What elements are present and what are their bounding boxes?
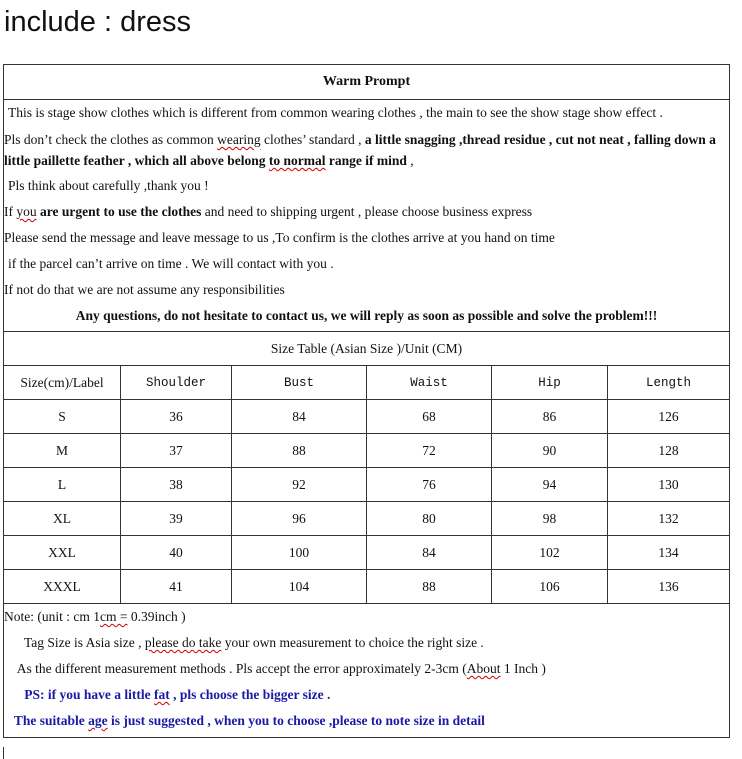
size-header-shoulder: Shoulder	[121, 366, 232, 400]
prompt-line-5: Please send the message and leave message to us ,To confirm is the clothes arrive at you hand on time	[4, 230, 555, 245]
prompt-line-4-text-a: If	[4, 204, 17, 219]
prompt-line-1: This is stage show clothes which is different from common wearing clothes , the main to see the show stage show effect .	[8, 105, 663, 120]
waist-value: 72	[367, 434, 492, 468]
size-label: S	[4, 400, 121, 434]
note-line-5	[4, 708, 729, 737]
size-header-bust: Bust	[232, 366, 367, 400]
note-4-text-a: PS: if you have a little	[4, 687, 154, 702]
waist-value: 84	[367, 536, 492, 570]
warm-prompt-body	[4, 100, 730, 332]
prompt-line-2-text-c: clothes’ standard ,	[260, 132, 365, 147]
hip-value: 86	[492, 400, 608, 434]
page-header: include : dress	[4, 6, 191, 38]
bust-value: 84	[232, 400, 367, 434]
length-value: 128	[608, 434, 730, 468]
note-5-text-c: is just suggested , when you to choose ,please to note size in detail	[107, 713, 485, 728]
length-value: 130	[608, 468, 730, 502]
bust-value: 96	[232, 502, 367, 536]
waist-value: 68	[367, 400, 492, 434]
note-4-text-b: fat	[154, 687, 170, 702]
note-1-text-a: Note: (unit : cm 1	[4, 609, 100, 624]
size-label: XXL	[4, 536, 121, 570]
border-continuation	[3, 747, 4, 759]
bust-value: 104	[232, 570, 367, 604]
note-3-text-c: 1 Inch )	[500, 661, 546, 676]
note-2-text-c: your own measurement to choice the right size .	[221, 635, 484, 650]
prompt-line-4-text-b: you	[16, 204, 37, 219]
shoulder-value: 37	[121, 434, 232, 468]
prompt-line-8: Any questions, do not hesitate to contact us, we will reply as soon as possible and solve the problem!!!	[75, 308, 658, 323]
prompt-line-2-bold-c: range if mind	[325, 153, 407, 168]
warm-prompt-sheet	[3, 64, 729, 738]
prompt-line-2-text-b: wearing	[217, 132, 261, 147]
note-line-4	[4, 682, 729, 708]
shoulder-value: 40	[121, 536, 232, 570]
bust-value: 88	[232, 434, 367, 468]
note-2-text-a: Tag Size is Asia size ,	[4, 635, 145, 650]
size-label: XL	[4, 502, 121, 536]
prompt-line-7: If not do that we are not assume any responsibilities	[4, 282, 285, 297]
shoulder-value: 39	[121, 502, 232, 536]
size-label: L	[4, 468, 121, 502]
size-header-length: Length	[608, 366, 730, 400]
notes-section	[4, 604, 730, 738]
table-row	[4, 536, 730, 570]
prompt-line-2-bold-b: to normal	[268, 153, 326, 168]
note-4-text-c: , pls choose the bigger size .	[169, 687, 331, 702]
waist-value: 80	[367, 502, 492, 536]
note-line-3	[4, 656, 729, 682]
hip-value: 90	[492, 434, 608, 468]
size-header-hip: Hip	[492, 366, 608, 400]
size-header-waist: Waist	[367, 366, 492, 400]
warm-prompt-title: Warm Prompt	[4, 65, 730, 100]
table-row	[4, 434, 730, 468]
length-value: 136	[608, 570, 730, 604]
table-row	[4, 502, 730, 536]
hip-value: 94	[492, 468, 608, 502]
shoulder-value: 41	[121, 570, 232, 604]
note-2-text-b: please do take	[144, 635, 222, 650]
note-3-text-b: About	[466, 661, 501, 676]
hip-value: 102	[492, 536, 608, 570]
prompt-line-2-text-a: Pls don’t check the clothes as common	[4, 132, 218, 147]
waist-value: 88	[367, 570, 492, 604]
note-1-text-c: 0.39inch )	[127, 609, 186, 624]
length-value: 134	[608, 536, 730, 570]
shoulder-value: 36	[121, 400, 232, 434]
length-value: 132	[608, 502, 730, 536]
size-table-header-row	[4, 366, 730, 400]
note-5-text-b: age	[88, 713, 108, 728]
shoulder-value: 38	[121, 468, 232, 502]
table-row	[4, 468, 730, 502]
size-header-label: Size(cm)/Label	[4, 366, 121, 400]
prompt-line-2	[4, 126, 729, 173]
note-line-2	[4, 630, 729, 656]
note-line-1	[4, 604, 729, 630]
note-1-text-b: cm =	[99, 609, 128, 624]
bust-value: 92	[232, 468, 367, 502]
waist-value: 76	[367, 468, 492, 502]
prompt-line-2-end: ,	[406, 153, 414, 168]
prompt-line-6: if the parcel can’t arrive on time . We will contact with you .	[8, 256, 334, 271]
prompt-line-3: Pls think about carefully ,thank you !	[8, 178, 209, 193]
size-label: XXXL	[4, 570, 121, 604]
prompt-line-4-bold: are urgent to use the clothes	[36, 204, 202, 219]
info-table	[3, 64, 730, 738]
prompt-line-4	[4, 199, 729, 225]
bust-value: 100	[232, 536, 367, 570]
prompt-line-2-bold-a: a little snagging ,thread residue , cut not neat , falling down a little paillette feather , which all above belong	[4, 132, 716, 168]
table-row	[4, 570, 730, 604]
hip-value: 98	[492, 502, 608, 536]
note-5-text-a: The suitable	[4, 713, 89, 728]
table-row	[4, 400, 730, 434]
length-value: 126	[608, 400, 730, 434]
size-label: M	[4, 434, 121, 468]
hip-value: 106	[492, 570, 608, 604]
size-table-title: Size Table (Asian Size )/Unit (CM)	[4, 332, 730, 366]
prompt-line-4-text-c: and need to shipping urgent , please choose business express	[201, 204, 533, 219]
note-3-text-a: As the different measurement methods . Pls accept the error approximately 2-3cm (	[4, 661, 467, 676]
